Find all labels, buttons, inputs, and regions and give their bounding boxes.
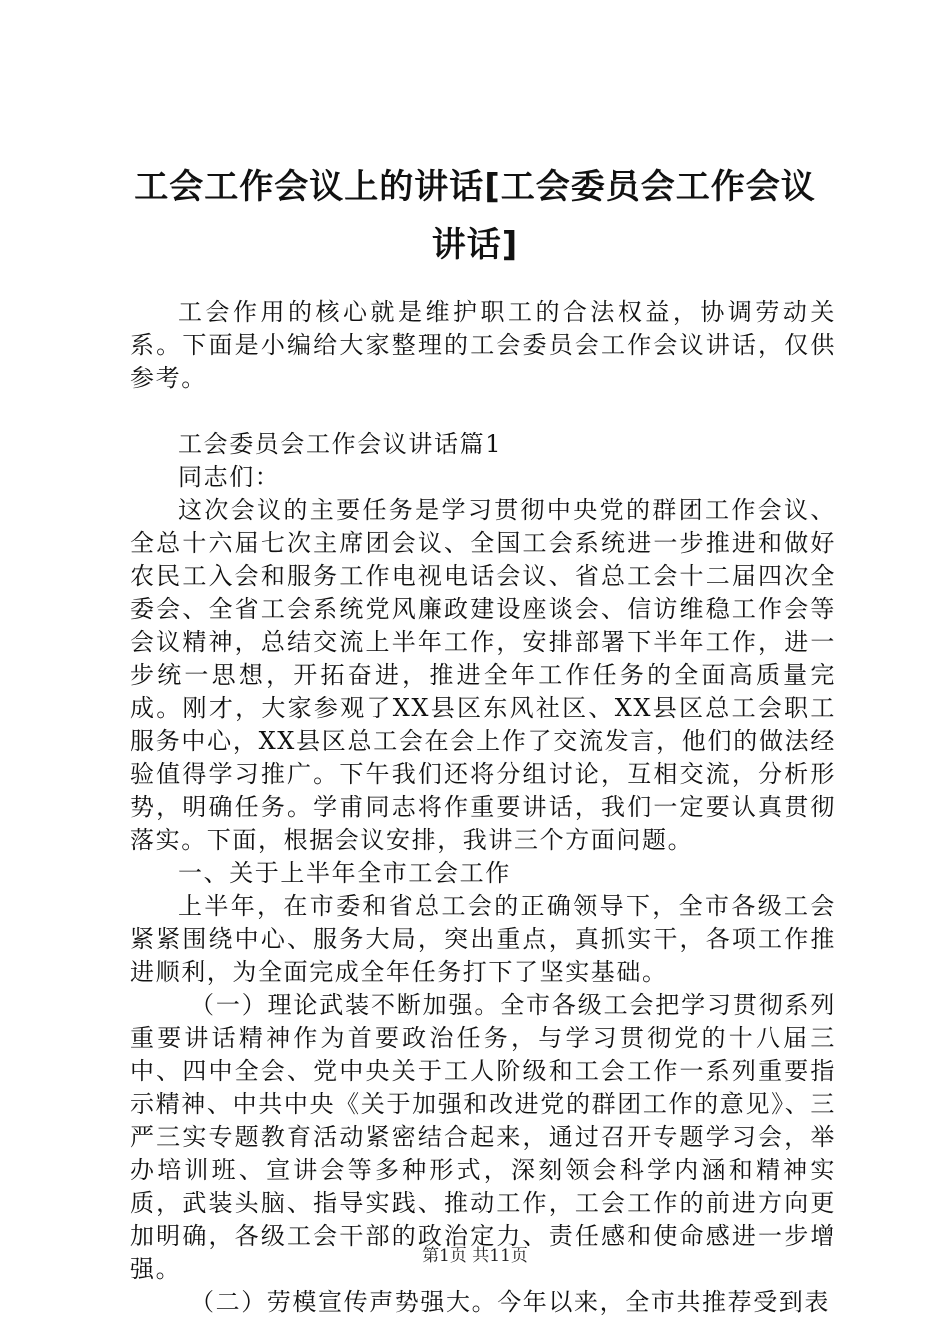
body-paragraph: （一）理论武装不断加强。全市各级工会把学习贯彻系列重要讲话精神作为首要政治任务，与学习贯彻党的十八届三中、四中全会、党中央关于工人阶级和工会工作一系列重要指示精神、中共中央《关于加强和改进党的群团工作的意见》、三严三实专题教育活动紧密结合起来，通过召开专题学习会，举办培训班、宣讲会等多种形式，深刻领会科学内涵和精神实质，武装头脑、指导实践、推动工作，工会工作的前进方向更加明确，各级工会干部的政治定力、责任感和使命感进一步增强。 <box>130 991 836 1283</box>
page-footer: 第1页 共11页 <box>422 1246 528 1266</box>
section-heading: 工会委员会工作会议讲话篇1 <box>178 430 503 458</box>
body-paragraph: 上半年，在市委和省总工会的正确领导下，全市各级工会紧紧围绕中心、服务大局，突出重点，真抓实干，各项工作推进顺利，为全面完成全年任务打下了坚实基础。 <box>130 892 836 986</box>
salutation: 同志们： <box>178 463 281 491</box>
body-paragraph: （二）劳模宣传声势强大。今年以来，全市共推荐受到表 <box>190 1288 830 1316</box>
document-title: 工会工作会议上的讲话[工会委员会工作会议讲话] <box>134 167 816 265</box>
document-body <box>130 296 836 1319</box>
intro-paragraph: 工会作用的核心就是维护职工的合法权益，协调劳动关系。下面是小编给大家整理的工会委员会工作会议讲话，仅供参考。 <box>130 298 836 392</box>
section-heading: 一、关于上半年全市工会工作 <box>178 859 511 887</box>
body-paragraph: 这次会议的主要任务是学习贯彻中央党的群团工作会议、全总十六届七次主席团会议、全国工会系统进一步推进和做好农民工入会和服务工作电视电话会议、省总工会十二届四次全委会、全省工会系统党风廉政建设座谈会、信访维稳工作会等会议精神，总结交流上半年工作，安排部署下半年工作，进一步统一思想，开拓奋进，推进全年工作任务的全面高质量完成。刚才，大家参观了XX县区东风社区、XX县区总工会职工服务中心，XX县区总工会在会上作了交流发言，他们的做法经验值得学习推广。下午我们还将分组讨论，互相交流，分析形势，明确任务。学甫同志将作重要讲话，我们一定要认真贯彻落实。下面，根据会议安排，我讲三个方面问题。 <box>130 496 836 854</box>
